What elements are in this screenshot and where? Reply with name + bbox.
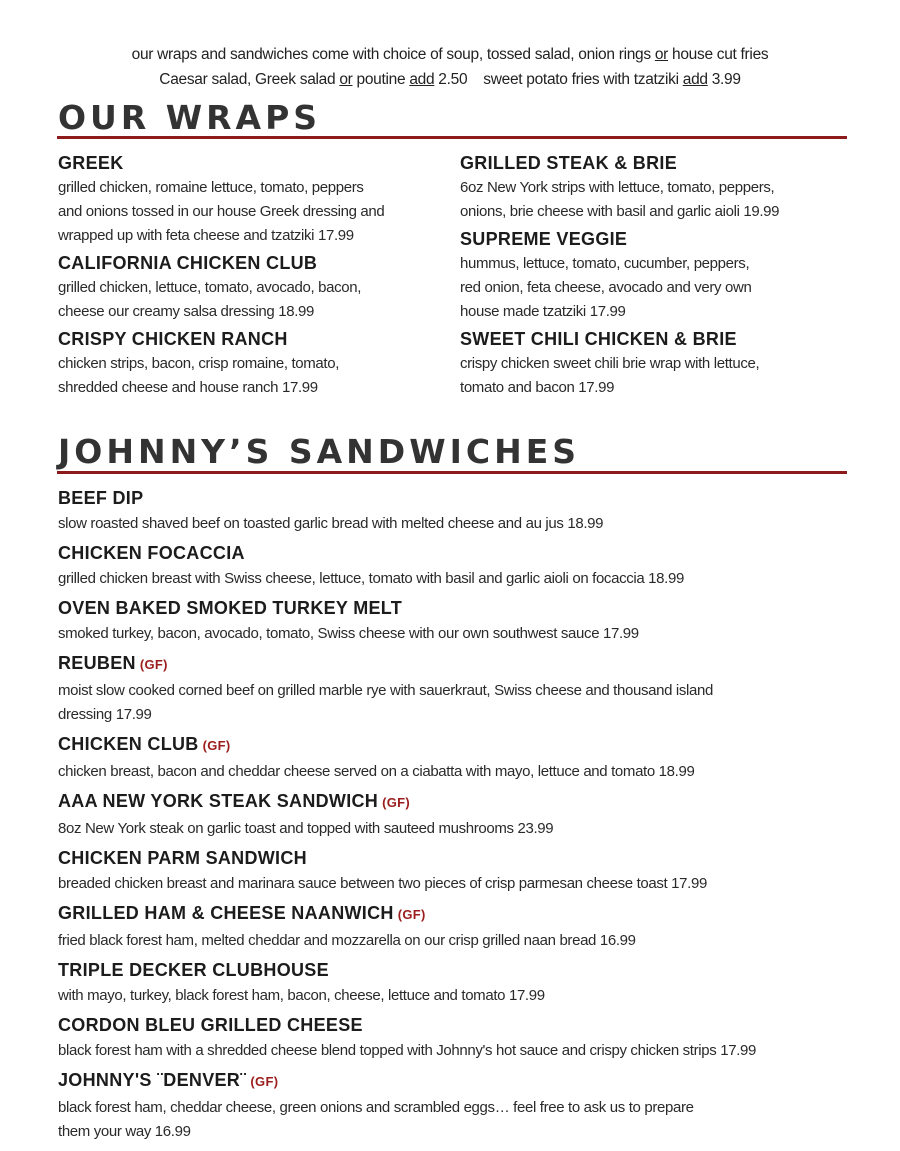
item-name [58,484,858,512]
wraps-left-column [58,150,448,402]
gluten-free-badge: (GF) [202,738,231,753]
item-description [58,512,858,536]
description-line: tomato and bacon 17.99 [460,379,615,396]
intro-line-1 [0,42,900,67]
gluten-free-badge: (GF) [382,795,411,810]
item-title: CALIFORNIA CHICKEN CLUB [58,253,318,273]
item-title: CHICKEN FOCACCIA [58,543,245,563]
sandwich-item [58,1011,858,1063]
gluten-free-badge: (GF) [139,657,168,672]
intro-line2-mid: poutine [356,71,406,88]
item-title: CORDON BLEU GRILLED CHEESE [58,1015,363,1035]
intro-line1-text: our wraps and sandwiches come with choice of soup, tossed salad, onion rings [131,46,651,63]
sandwiches-rule [57,471,847,474]
intro-line2-text: Caesar salad, Greek salad [159,71,336,88]
description-line: them your way 16.99 [58,1123,191,1140]
item-name [58,787,858,817]
item-name [58,250,448,276]
item-description [58,352,448,400]
gluten-free-badge: (GF) [397,907,426,922]
sandwiches-list [58,484,858,1147]
item-title: CHICKEN CLUB [58,734,199,754]
wraps-rule [57,136,847,139]
item-description [58,1039,858,1063]
item-name [58,956,858,984]
description-line: and onions tossed in our house Greek dressing and [58,203,385,220]
item-description [58,276,448,324]
intro-line2-add2: add [682,71,708,88]
item-title: BEEF DIP [58,488,144,508]
intro-note [0,42,900,92]
item-title: OVEN BAKED SMOKED TURKEY MELT [58,598,403,618]
description-line: slow roasted shaved beef on toasted garlic bread with melted cheese and au jus 18.99 [58,515,604,532]
description-line: grilled chicken, lettuce, tomato, avocado, bacon, [58,279,362,296]
item-title: CRISPY CHICKEN RANCH [58,329,288,349]
item-title: REUBEN [58,653,136,673]
sandwich-item [58,484,858,536]
item-name [58,539,858,567]
sandwich-item [58,1066,858,1144]
item-title: GRILLED STEAK & BRIE [460,153,678,173]
item-name [58,899,858,929]
item-description [58,760,858,784]
intro-line2-or: or [339,71,353,88]
description-line: crispy chicken sweet chili brie wrap with lettuce, [460,355,760,372]
sandwich-item [58,956,858,1008]
description-line: grilled chicken, romaine lettuce, tomato, peppers [58,179,364,196]
item-name [58,730,858,760]
item-name [58,844,858,872]
intro-line2-price1: 2.50 [438,71,468,88]
description-line: wrapped up with feta cheese and tzatziki 17.99 [58,227,354,244]
item-description [58,176,448,248]
wraps-right-column [460,150,860,402]
sandwiches-title: JOHNNY’S SANDWICHES [58,432,581,471]
wrap-item [460,226,860,324]
description-line: red onion, feta cheese, avocado and very own [460,279,752,296]
item-description [58,1096,858,1144]
item-title: AAA NEW YORK STEAK SANDWICH [58,791,379,811]
item-title: SUPREME VEGGIE [460,229,628,249]
item-description [58,567,858,591]
item-description [460,252,860,324]
sandwich-item [58,649,858,727]
item-description [58,622,858,646]
item-name [460,226,860,252]
wrap-item [460,150,860,224]
description-line: onions, brie cheese with basil and garlic aioli 19.99 [460,203,780,220]
description-line: hummus, lettuce, tomato, cucumber, peppers, [460,255,750,272]
intro-line-2 [0,67,900,92]
wrap-item [460,326,860,400]
item-description [58,817,858,841]
description-line: cheese our creamy salsa dressing 18.99 [58,303,315,320]
item-title: CHICKEN PARM SANDWICH [58,848,307,868]
sandwich-item [58,899,858,953]
wraps-title: OUR WRAPS [58,98,322,137]
description-line: breaded chicken breast and marinara sauce between two pieces of crisp parmesan cheese toast 17.99 [58,875,707,892]
description-line: chicken breast, bacon and cheddar cheese served on a ciabatta with mayo, lettuce and tomato 18.99 [58,763,695,780]
item-description [58,929,858,953]
description-line: shredded cheese and house ranch 17.99 [58,379,318,396]
description-line: chicken strips, bacon, crisp romaine, tomato, [58,355,340,372]
sandwich-item [58,787,858,841]
item-title: TRIPLE DECKER CLUBHOUSE [58,960,329,980]
wrap-item [58,326,448,400]
description-line: fried black forest ham, melted cheddar and mozzarella on our crisp grilled naan bread 16.99 [58,932,636,949]
description-line: smoked turkey, bacon, avocado, tomato, Swiss cheese with our own southwest sauce 17.99 [58,625,639,642]
item-name [460,326,860,352]
description-line: black forest ham with a shredded cheese blend topped with Johnny's hot sauce and crispy chicken strips 17.99 [58,1042,756,1059]
wrap-item [58,150,448,248]
description-line: grilled chicken breast with Swiss cheese, lettuce, tomato with basil and garlic aioli on focaccia 18.99 [58,570,684,587]
item-description [460,352,860,400]
description-line: house made tzatziki 17.99 [460,303,626,320]
item-description [58,872,858,896]
description-line: 6oz New York strips with lettuce, tomato, peppers, [460,179,775,196]
description-line: black forest ham, cheddar cheese, green onions and scrambled eggs… feel free to ask us to prepare [58,1099,694,1116]
item-name [58,326,448,352]
intro-line2-sweet: sweet potato fries with tzatziki [483,71,679,88]
description-line: 8oz New York steak on garlic toast and topped with sauteed mushrooms 23.99 [58,820,554,837]
item-name [58,594,858,622]
intro-line2-price2: 3.99 [711,71,741,88]
item-title: JOHNNY'S ¨DENVER¨ [58,1070,247,1090]
item-name [58,150,448,176]
intro-line1-post: house cut fries [672,46,769,63]
item-description [58,984,858,1008]
sandwich-item [58,594,858,646]
sandwich-item [58,730,858,784]
gluten-free-badge: (GF) [250,1074,279,1089]
item-name [58,1011,858,1039]
description-line: moist slow cooked corned beef on grilled marble rye with sauerkraut, Swiss cheese and thousand island [58,682,714,699]
intro-line1-or: or [654,46,669,63]
item-name [58,1066,858,1096]
intro-line2-add1: add [409,71,435,88]
description-line: with mayo, turkey, black forest ham, bacon, cheese, lettuce and tomato 17.99 [58,987,545,1004]
item-description [460,176,860,224]
sandwich-item [58,844,858,896]
wrap-item [58,250,448,324]
item-title: GRILLED HAM & CHEESE NAANWICH [58,903,394,923]
sandwich-item [58,539,858,591]
description-line: dressing 17.99 [58,706,152,723]
item-name [58,649,858,679]
item-description [58,679,858,727]
item-title: GREEK [58,153,124,173]
item-title: SWEET CHILI CHICKEN & BRIE [460,329,737,349]
item-name [460,150,860,176]
